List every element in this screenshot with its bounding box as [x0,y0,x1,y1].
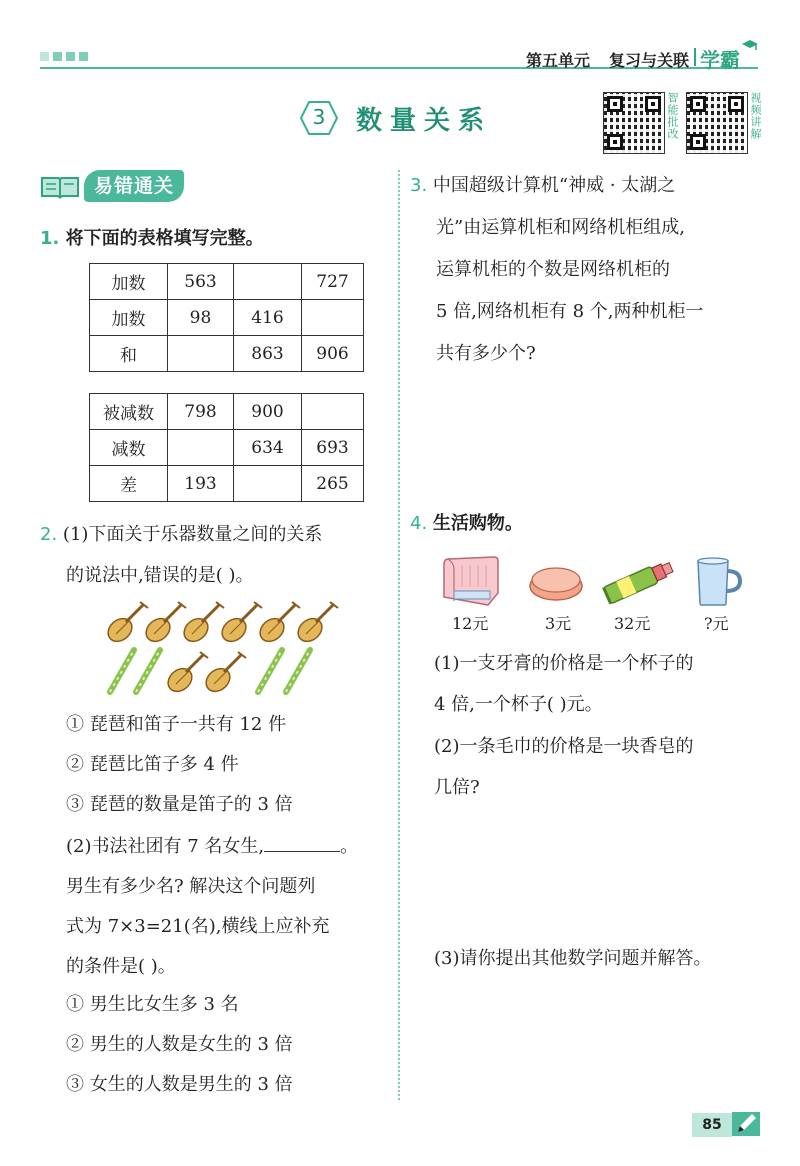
table-cell: 193 [168,466,234,502]
option[interactable]: ③ 女生的人数是男生的 3 倍 [66,1074,293,1095]
toothpaste-icon [598,556,682,606]
question-3-line: 5 倍,网络机柜有 8 个,两种机柜一 [436,301,704,322]
table-row [90,336,364,372]
table-cell: 加数 [90,300,168,336]
graduation-cap-icon [742,40,758,50]
pipa-icon [104,602,148,646]
pipa-icon [164,652,208,696]
answer-cell[interactable] [168,336,234,372]
qr-code-icon[interactable] [603,92,665,154]
answer-cell[interactable] [302,300,364,336]
question-3-line: 光”由运算机柜和网络机柜组成, [436,217,685,238]
table-cell: 563 [168,264,234,300]
qr-label: 视频讲解 [749,92,762,140]
question-2-line: 的条件是( )。 [66,956,176,977]
price-label: 3元 [545,614,572,633]
table-cell: 900 [234,394,302,430]
table-cell: 634 [234,430,302,466]
table-cell: 被减数 [90,394,168,430]
flute-icon [258,650,282,692]
table-cell: 416 [234,300,302,336]
table-cell: 和 [90,336,168,372]
brand-logo: 学霸 [700,48,740,72]
table-cell: 863 [234,336,302,372]
pipa-icon [294,602,338,646]
answer-blank[interactable] [264,851,340,852]
table-row [90,300,364,336]
question-4-line: 几倍? [434,777,480,798]
price-label: 12元 [452,614,489,633]
question-number: 2. [40,524,58,545]
pipa-icon [202,652,246,696]
question-2-line: 男生有多少名? 解决这个问题列 [66,876,316,897]
table-row [90,264,364,300]
question-4-title: 4. 生活购物。 [410,513,523,534]
question-1-title: 将下面的表格填写完整。 [65,228,264,249]
pipa-flute-illustration [104,598,344,698]
pipa-icon [218,602,262,646]
pencil-icon [732,1108,762,1138]
question-3-line: 运算机柜的个数是网络机柜的 [436,259,670,280]
answer-cell[interactable] [234,264,302,300]
qr-code-icon[interactable] [686,92,748,154]
table-cell: 98 [168,300,234,336]
question-4-line: 4 倍,一个杯子( )元。 [434,694,603,715]
chapter-label: 复习与关联 [609,51,690,70]
table-cell: 加数 [90,264,168,300]
pipa-icon [256,602,300,646]
flute-icon [286,650,310,692]
page-number: 85 [692,1113,732,1137]
lesson-title-text: 数量关系 [356,105,493,136]
table-cell: 906 [302,336,364,372]
header-decoration [40,52,88,61]
question-3-line: 共有多少个? [436,343,536,364]
table-cell: 693 [302,430,364,466]
question-3-line: 3. 中国超级计算机“神威 · 太湖之 [410,175,676,196]
option[interactable]: ② 男生的人数是女生的 3 倍 [66,1034,293,1055]
answer-cell[interactable] [168,430,234,466]
table-row [90,394,364,430]
lesson-number-badge: 3 [300,101,338,135]
subtraction-table [89,393,364,502]
qr-label: 智能批改 [666,92,679,140]
addition-table [89,263,364,372]
question-2-line: 的说法中,错误的是( )。 [66,565,254,586]
header-separator [694,48,696,66]
question-1 [40,224,264,250]
question-4-line: (1)一支牙膏的价格是一个杯子的 [434,653,694,674]
price-label: ?元 [704,614,729,633]
question-4-line: (2)一条毛巾的价格是一块香皂的 [434,736,694,757]
table-row [90,430,364,466]
question-number: 1. [40,228,60,249]
table-cell: 798 [168,394,234,430]
towel-icon [440,553,510,607]
question-2-line: 2. (1)下面关于乐器数量之间的关系 [40,524,323,545]
cup-icon [694,555,744,607]
lesson-title [300,100,492,136]
open-book-icon [40,174,80,200]
question-2-line: 式为 7×3=21(名),横线上应补充 [66,916,330,937]
option[interactable]: ① 琵琶和笛子一共有 12 件 [66,714,287,735]
option[interactable]: ③ 琵琶的数量是笛子的 3 倍 [66,794,293,815]
table-cell: 差 [90,466,168,502]
table-cell: 727 [302,264,364,300]
section-badge: 易错通关 [84,170,184,202]
answer-cell[interactable] [234,466,302,502]
question-number: 3. [410,175,428,196]
option[interactable]: ① 男生比女生多 3 名 [66,994,239,1015]
table-cell: 265 [302,466,364,502]
price-label: 32元 [614,614,651,633]
unit-label: 第五单元 [526,51,591,70]
table-row [90,466,364,502]
pipa-icon [180,602,224,646]
column-divider [398,170,400,1100]
table-cell: 减数 [90,430,168,466]
question-2-line: (2)书法社团有 7 名女生, 。 [66,836,359,857]
pipa-icon [142,602,186,646]
answer-cell[interactable] [302,394,364,430]
option[interactable]: ② 琵琶比笛子多 4 件 [66,754,239,775]
soap-icon [528,562,584,602]
flute-icon [136,650,160,692]
question-number: 4. [410,513,428,534]
flute-icon [110,650,134,692]
question-4-line: (3)请你提出其他数学问题并解答。 [434,948,712,969]
